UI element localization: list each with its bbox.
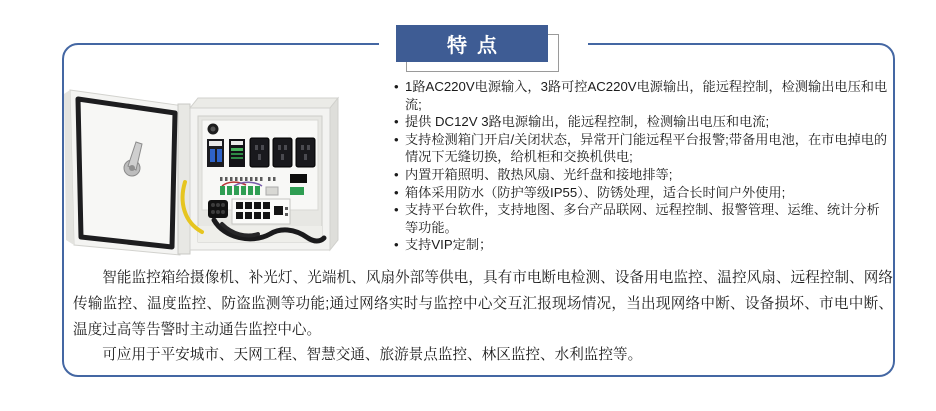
feature-text: 箱体采用防水（防护等级IP55）、防锈处理，适合长时间户外使用;	[405, 184, 786, 200]
feature-item	[394, 78, 891, 113]
feature-text: 支持检测箱门开启/关闭状态，异常开门能远程平台报警;带备用电池，在市电掉电的情况下无缝切换，给机柜和交换机供电;	[405, 131, 888, 165]
description-block	[73, 266, 893, 369]
feature-text: 1路AC220V电源输入，3路可控AC220V电源输出，能远程控制，检测输出电压和电流;	[405, 79, 888, 112]
feature-text: 支持平台软件，支持地图、多台产品联网、远程控制、报警管理、运维、统计分析等功能。	[405, 202, 880, 235]
cable-gland	[208, 200, 228, 218]
bullet-dot: •	[394, 202, 399, 218]
feature-item	[394, 131, 891, 166]
cabinet-door	[64, 90, 184, 255]
bullet-dot: •	[394, 131, 399, 147]
bullet-dot: •	[394, 237, 399, 253]
bullet-dot: •	[394, 79, 399, 94]
monitoring-cabinet-illustration	[62, 82, 392, 272]
feature-item	[394, 184, 891, 202]
feature-text: 支持VIP定制；	[405, 237, 493, 253]
feature-item	[394, 201, 891, 236]
bullet-dot: •	[394, 114, 399, 130]
feature-item	[394, 166, 891, 184]
door-hinge-strip	[178, 104, 190, 254]
application-paragraph: 可应用于平安城市、天网工程、智慧交通、旅游景点监控、林区监控、水利监控等。	[102, 347, 643, 364]
power-meter	[229, 139, 245, 167]
vent-fan	[208, 124, 219, 135]
status-display	[290, 174, 307, 183]
product-photo	[62, 82, 392, 272]
feature-text: 内置开箱照明、散热风扇、光纤盘和接地排等;	[405, 166, 673, 182]
description-paragraph: 智能监控箱给摄像机、补光灯、光端机、风扇外部等供电，具有市电断电检测、设备用电监控、温控风扇、远程控制、网络传输监控、温度监控、防盗监测等功能;通过网络实时与监控中心交互汇报现场情况，当出现网络中断、设备损坏、市电中断、温度过高等告警时主动通告监控中心。	[73, 270, 893, 338]
feature-item	[394, 113, 891, 131]
bullet-dot: •	[394, 166, 399, 182]
section-title: 特点	[447, 35, 507, 57]
section-title-banner	[396, 25, 548, 62]
cabinet-body	[190, 98, 338, 250]
bullet-dot: •	[394, 184, 399, 200]
circuit-breaker	[207, 139, 224, 167]
feature-text: 提供 DC12V 3路电源输出，能远程控制，检测输出电压和电流;	[405, 114, 770, 130]
power-outlets	[250, 134, 315, 167]
network-switch	[232, 199, 290, 224]
feature-list	[394, 78, 891, 254]
feature-item	[394, 236, 891, 254]
